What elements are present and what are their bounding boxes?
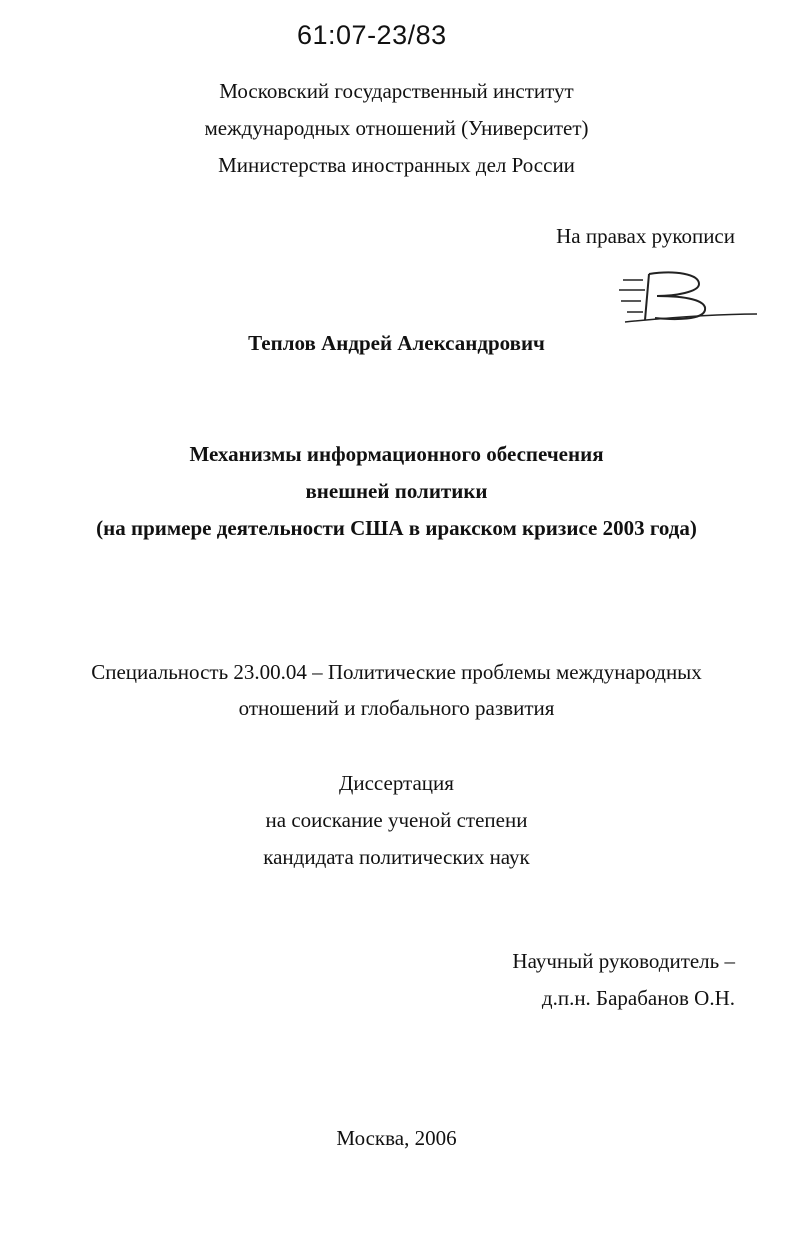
degree-line: на соискание ученой степени [265,808,528,832]
advisor-block [512,943,735,1017]
institution-line: Московский государственный институт [219,79,574,103]
place-year: Москва, 2006 [336,1126,457,1150]
advisor-line: Научный руководитель – [512,949,735,973]
specialty-line: Специальность 23.00.04 – Политические проблемы международных [91,660,702,684]
title-line: внешней политики [305,479,488,503]
degree-block [0,765,793,876]
advisor-line: д.п.н. Барабанов О.Н. [541,986,735,1010]
author-name: Теплов Андрей Александрович [248,331,545,355]
archive-stamp: 61:07-23/83 [297,20,447,50]
title-line: (на примере деятельности США в иракском кризисе 2003 года) [96,516,697,540]
institution-line: Министерства иностранных дел России [218,153,575,177]
institution-line: международных отношений (Университет) [204,116,589,140]
dissertation-title [0,436,793,547]
signature-icon [615,268,765,328]
specialty-block [0,654,793,726]
degree-line: кандидата политических наук [263,845,530,869]
manuscript-note: На правах рукописи [556,224,735,248]
degree-line: Диссертация [339,771,454,795]
institution-block [0,73,793,184]
title-line: Механизмы информационного обеспечения [189,442,604,466]
specialty-line: отношений и глобального развития [238,696,555,720]
